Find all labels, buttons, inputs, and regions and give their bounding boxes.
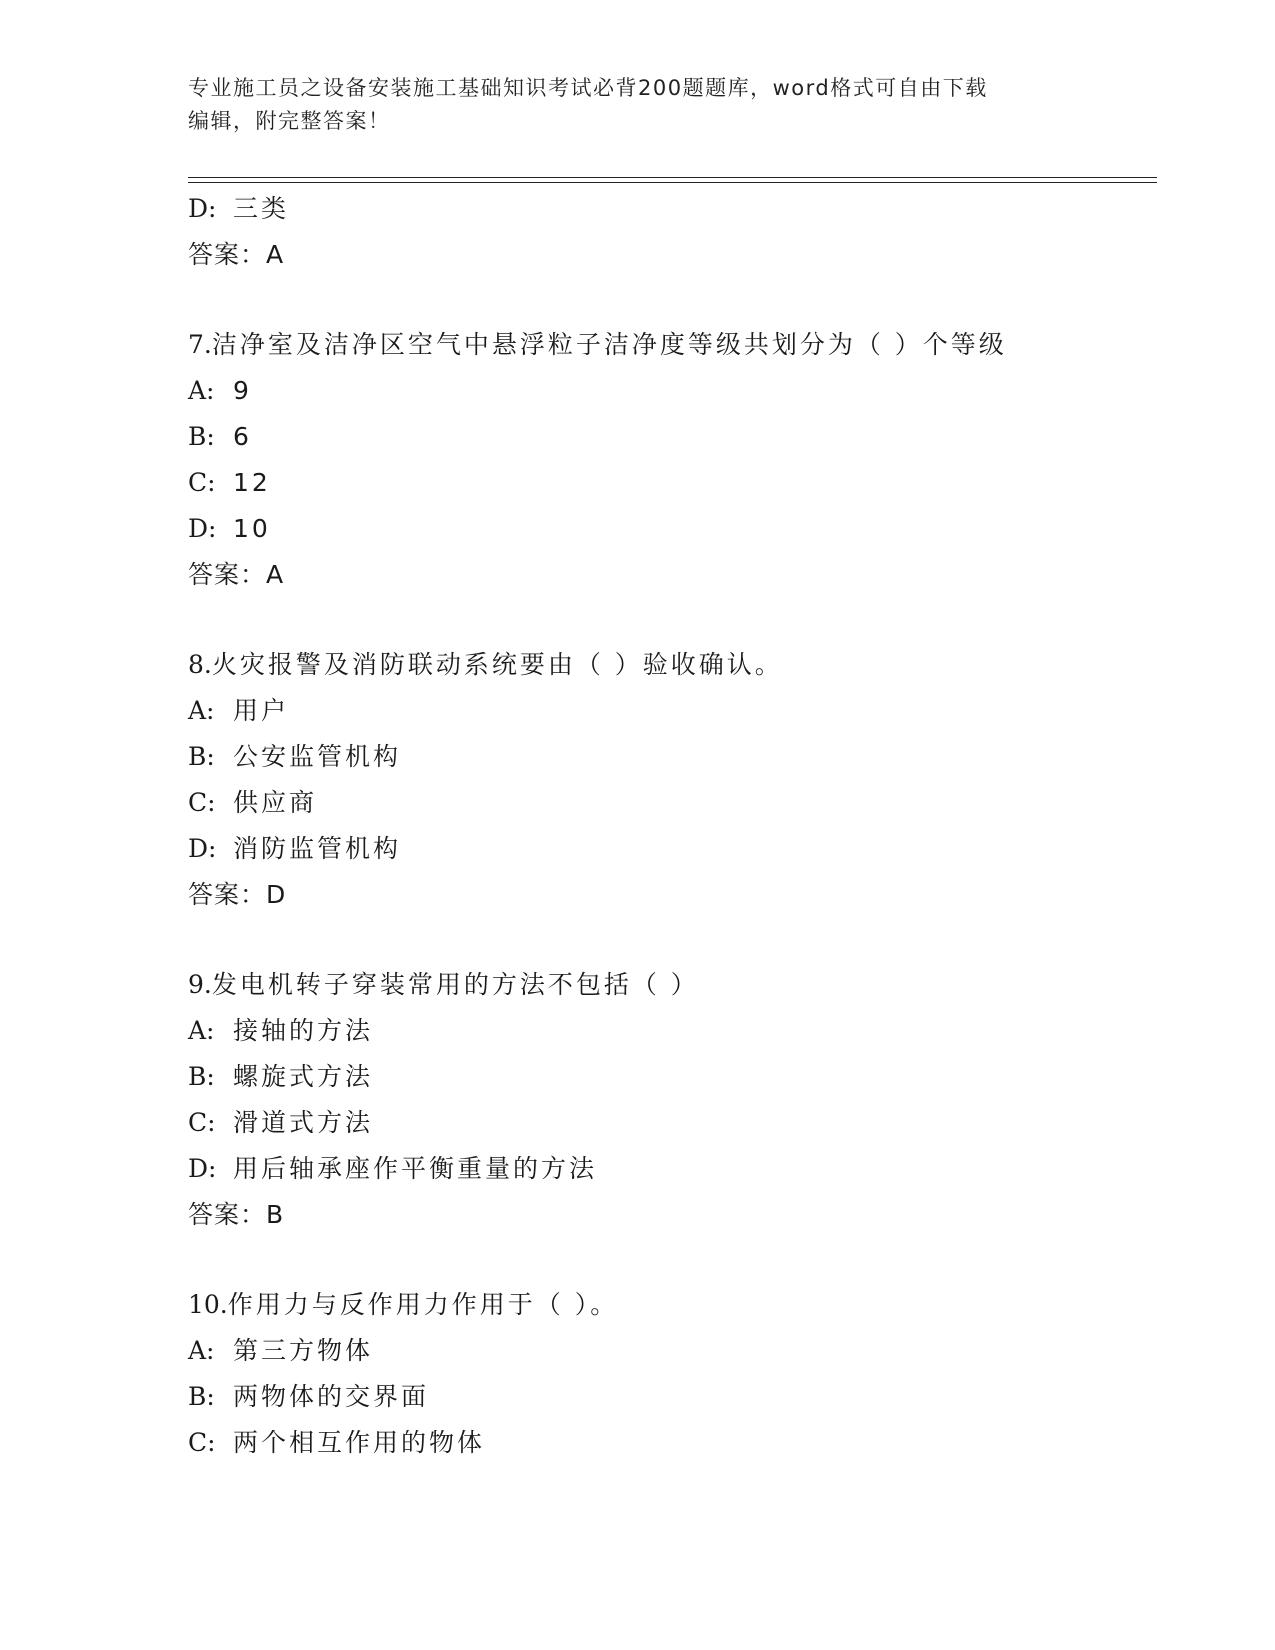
question-7-option-b (188, 414, 1148, 460)
question-10-option-a (188, 1328, 1148, 1374)
question-8-option-b (188, 734, 1148, 780)
question-text: 洁净室及洁净区空气中悬浮粒子洁净度等级共划分为（ ）个等级 (211, 330, 1007, 359)
option-letter: B: (188, 742, 215, 771)
option-letter: C: (188, 1428, 216, 1457)
option-text: 用后轴承座作平衡重量的方法 (233, 1154, 598, 1183)
option-text: 消防监管机构 (233, 834, 402, 863)
question-text: 作用力与反作用力作用于（ ）。 (227, 1290, 619, 1319)
option-text: 9 (233, 376, 252, 405)
option-letter: D: (188, 194, 217, 223)
question-9-option-d (188, 1146, 1148, 1192)
option-text: 接轴的方法 (233, 1016, 374, 1045)
question-8-stem (188, 642, 1148, 688)
question-number: 10. (188, 1290, 228, 1319)
header-line-2: 编辑，附完整答案！ (188, 109, 391, 133)
option-text: 10 (233, 514, 271, 543)
option-text: 用户 (233, 696, 290, 725)
question-text: 火灾报警及消防联动系统要由（ ）验收确认。 (211, 650, 783, 679)
question-number: 8. (188, 650, 212, 679)
option-letter: B: (188, 422, 215, 451)
answer-line: 答案：A (188, 240, 285, 269)
option-text: 螺旋式方法 (233, 1062, 374, 1091)
option-letter: B: (188, 1062, 215, 1091)
option-letter: B: (188, 1382, 215, 1411)
option-letter: A: (188, 1016, 215, 1045)
option-text: 两个相互作用的物体 (233, 1428, 486, 1457)
question-list (188, 186, 1148, 1466)
question-text: 发电机转子穿装常用的方法不包括（ ） (211, 970, 699, 999)
option-text: 公安监管机构 (233, 742, 402, 771)
question-7-answer: 答案：A (188, 560, 285, 589)
option-text: 滑道式方法 (233, 1108, 374, 1137)
question-8-option-c (188, 780, 1148, 826)
header-divider-bottom (188, 182, 1157, 183)
question-9-stem (188, 962, 1148, 1008)
option-d (188, 186, 1148, 232)
question-10-option-c (188, 1420, 1148, 1466)
option-letter: A: (188, 376, 215, 405)
question-8-answer: 答案：D (188, 880, 287, 909)
question-7-stem (188, 322, 1148, 368)
header-line-1: 专业施工员之设备安装施工基础知识考试必背200题题库，word格式可自由下载 (188, 76, 988, 100)
question-10-option-b (188, 1374, 1148, 1420)
option-text: 三类 (233, 194, 290, 223)
document-header (188, 72, 1088, 138)
question-10-stem (188, 1282, 1148, 1328)
option-text: 12 (233, 468, 271, 497)
question-7-option-c (188, 460, 1148, 506)
question-9-option-c (188, 1100, 1148, 1146)
question-9-answer: 答案：B (188, 1200, 285, 1229)
option-text: 供应商 (233, 788, 318, 817)
question-8-option-a (188, 688, 1148, 734)
question-7-option-d (188, 506, 1148, 552)
question-9-option-b (188, 1054, 1148, 1100)
option-letter: C: (188, 468, 216, 497)
option-letter: D: (188, 514, 217, 543)
option-text: 第三方物体 (233, 1336, 374, 1365)
question-number: 9. (188, 970, 212, 999)
question-number: 7. (188, 330, 212, 359)
question-8-option-d (188, 826, 1148, 872)
option-letter: A: (188, 696, 215, 725)
header-divider-top (188, 177, 1157, 178)
option-letter: C: (188, 788, 216, 817)
option-letter: D: (188, 834, 217, 863)
question-7-option-a (188, 368, 1148, 414)
option-text: 6 (233, 422, 252, 451)
question-9-option-a (188, 1008, 1148, 1054)
option-letter: A: (188, 1336, 215, 1365)
option-letter: C: (188, 1108, 216, 1137)
option-text: 两物体的交界面 (233, 1382, 430, 1411)
option-letter: D: (188, 1154, 217, 1183)
